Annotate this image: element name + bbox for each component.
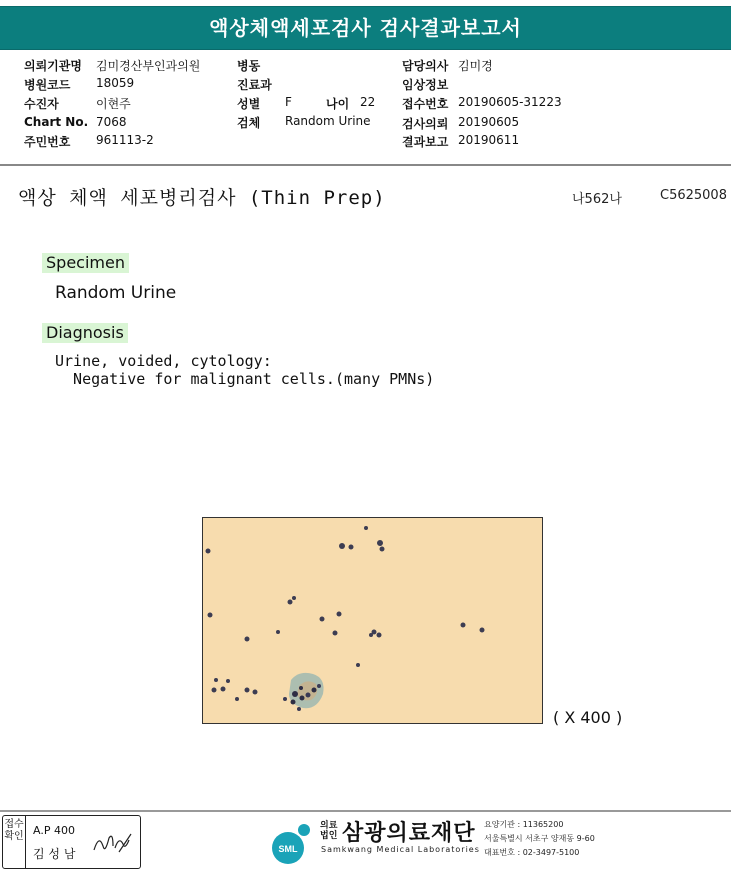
value-chart-no: 7068 (96, 115, 127, 129)
org-name: 삼광의료재단 (342, 821, 476, 846)
label-age: 나이 (326, 97, 350, 111)
org-info-address: 서울특별시 서초구 양재동 9-60 (484, 834, 595, 843)
value-sex: F (285, 95, 292, 109)
label-accession-number: 접수번호 (402, 97, 449, 111)
label-physician: 담당의사 (402, 59, 449, 73)
value-report-date: 20190611 (458, 133, 520, 147)
section-title: 액상 체액 세포병리검사 (Thin Prep) (18, 187, 386, 209)
org-prefix (320, 821, 337, 841)
label-patient: 수진자 (24, 97, 59, 111)
org-prefix-line-2: 법인 (320, 831, 338, 841)
org-logo-icon (270, 822, 314, 866)
org-prefix-line-1: 의료 (320, 821, 338, 831)
stamp-line-1: A.P 400 (33, 824, 75, 837)
label-resident-number: 주민번호 (24, 135, 71, 149)
value-accession-number: 20190605-31223 (458, 95, 562, 109)
magnification-label: ( X 400 ) (553, 708, 623, 727)
value-requesting-institution: 김미경산부인과의원 (96, 59, 201, 73)
label-ward: 병동 (237, 59, 261, 73)
value-request-date: 20190605 (458, 115, 520, 129)
diagnosis-line-2: Negative for malignant cells.(many PMNs) (55, 370, 435, 388)
label-clinical-info: 임상정보 (402, 78, 449, 92)
report-title-bar (0, 6, 731, 50)
value-hospital-code: 18059 (96, 76, 135, 90)
value-specimen-type: Random Urine (285, 114, 371, 128)
stamp-side-label: 접수 확인 (4, 819, 24, 842)
org-info-phone: 대표번호 : 02-3497-5100 (484, 848, 580, 857)
specimen-value: Random Urine (55, 283, 177, 303)
value-age: 22 (360, 95, 376, 109)
stamp-line-2: 김 성 남 (33, 847, 76, 861)
specimen-label: Specimen (42, 253, 129, 273)
footer-divider (0, 810, 731, 812)
sample-code: C5625008 (660, 188, 727, 203)
label-department: 진료과 (237, 78, 272, 92)
value-patient: 이현주 (96, 97, 131, 111)
microscopy-image (202, 517, 543, 724)
label-hospital-code: 병원코드 (24, 78, 71, 92)
report-title: 액상체액세포검사 검사결과보고서 (209, 16, 522, 40)
org-info-code: 요양기관 : 11365200 (484, 820, 564, 829)
label-requesting-institution: 의뢰기관명 (24, 59, 82, 73)
diagnosis-label: Diagnosis (42, 323, 128, 343)
cell-image-svg (203, 518, 542, 723)
header-divider (0, 164, 731, 166)
stamp-side-label-box (3, 816, 26, 868)
label-request-date: 검사의뢰 (402, 117, 449, 131)
test-code: 나562나 (572, 192, 622, 207)
signature-image (91, 828, 135, 858)
value-physician: 김미경 (458, 59, 493, 73)
label-chart-no: Chart No. (24, 115, 89, 129)
label-report-date: 결과보고 (402, 135, 449, 149)
diagnosis-line-1: Urine, voided, cytology: (55, 352, 272, 370)
org-english-name: Samkwang Medical Laboratories (321, 845, 480, 854)
label-specimen-type: 검체 (237, 116, 261, 130)
org-logo-text: SML (278, 844, 298, 854)
value-resident-number: 961113-2 (96, 133, 154, 147)
org-info (484, 818, 595, 860)
reception-stamp (2, 815, 141, 869)
label-sex: 성별 (237, 97, 261, 111)
